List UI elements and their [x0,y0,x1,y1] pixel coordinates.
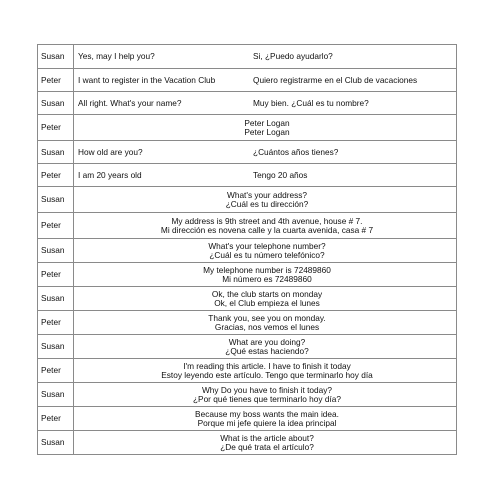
dialogue-table [37,44,457,455]
speaker-cell: Peter [38,407,74,430]
speaker-cell: Susan [38,335,74,358]
table-row [38,186,456,212]
spanish-text: ¿Cuál es tu dirección? [225,198,309,209]
english-text: Yes, may I help you? [78,52,155,61]
spanish-text: Quiero registrarme en el Club de vacaciones [253,75,418,85]
table-row [38,163,456,186]
english-text: Because my boss wants the main idea. [195,408,339,419]
spanish-text: ¿De qué trata el artículo? [220,441,314,452]
table-row [38,406,456,430]
dialogue-cell [74,115,456,140]
speaker-cell: Susan [38,383,74,406]
english-text: What's your address? [227,189,307,200]
dialogue-cell [74,335,456,358]
table-row [38,91,456,114]
spanish-text: Muy bien. ¿Cuál es tu nombre? [253,98,369,108]
speaker-cell: Peter [38,69,74,91]
table-row [38,286,456,310]
spanish-text: ¿Qué estas haciendo? [225,345,309,356]
english-text: I am 20 years old [78,170,142,180]
speaker-cell: Peter [38,359,74,382]
spanish-text: ¿Por qué tienes que terminarlo hoy día? [192,393,342,404]
speaker-cell: Peter [38,263,74,286]
english-text: What is the article about? [220,432,314,443]
dialogue-cell [74,92,456,114]
speaker-cell: Susan [38,239,74,262]
speaker-cell: Peter [38,115,74,140]
english-text: Peter Logan [244,117,290,128]
spanish-text: ¿Cuál es tu número telefónico? [209,249,325,260]
dialogue-cell [74,141,456,163]
dialogue-cell [74,45,456,68]
table-row [38,334,456,358]
dialogue-cell [74,407,456,430]
dialogue-cell [74,239,456,262]
dialogue-cell [74,164,456,186]
english-text: How old are you? [78,147,143,157]
english-text: My address is 9th street and 4th avenue, house # 7. [171,215,363,226]
table-row [38,140,456,163]
spanish-text: Peter Logan [244,126,290,137]
dialogue-cell [74,187,456,212]
english-text: All right. What's your name? [78,98,182,108]
table-row [38,382,456,406]
table-row [38,45,456,68]
english-text: I want to register in the Vacation Club [78,75,216,85]
english-text: What are you doing? [228,336,306,347]
spanish-text: Estoy leyendo este artículo. Tengo que terminarlo hoy día [161,369,373,380]
table-row [38,310,456,334]
spanish-text: Si, ¿Puedo ayudarlo? [253,52,333,61]
dialogue-cell [74,311,456,334]
table-row [38,114,456,140]
spanish-text: Mi dirección es novena calle y la cuarta avenida, casa # 7 [160,224,374,235]
english-text: Why Do you have to finish it today? [201,384,333,395]
speaker-cell: Susan [38,92,74,114]
speaker-cell: Susan [38,187,74,212]
speaker-cell: Susan [38,287,74,310]
table-row [38,262,456,286]
table-row [38,430,456,454]
table-row [38,68,456,91]
speaker-cell: Susan [38,431,74,454]
spanish-text: Gracias, nos vemos el lunes [214,321,320,332]
dialogue-cell [74,359,456,382]
speaker-cell: Susan [38,45,74,68]
dialogue-cell [74,431,456,454]
english-text: What's your telephone number? [208,240,326,251]
spanish-text: Mi número es 72489860 [222,273,312,284]
english-text: My telephone number is 72489860 [203,264,331,275]
english-text: Ok, the club starts on monday [211,288,323,299]
table-row [38,358,456,382]
speaker-cell: Susan [38,141,74,163]
dialogue-cell [74,383,456,406]
dialogue-cell [74,263,456,286]
spanish-text: Porque mi jefe quiere la idea principal [197,417,337,428]
table-row [38,212,456,238]
dialogue-cell [74,213,456,238]
english-text: I'm reading this article. I have to finish it today [183,360,351,371]
speaker-cell: Peter [38,213,74,238]
speaker-cell: Peter [38,164,74,186]
table-row [38,238,456,262]
spanish-text: Tengo 20 años [253,170,308,180]
dialogue-cell [74,287,456,310]
speaker-cell: Peter [38,311,74,334]
dialogue-cell [74,69,456,91]
spanish-text: ¿Cuántos años tienes? [253,147,339,157]
english-text: Thank you, see you on monday. [208,312,326,323]
spanish-text: Ok, el Club empieza el lunes [214,297,320,308]
